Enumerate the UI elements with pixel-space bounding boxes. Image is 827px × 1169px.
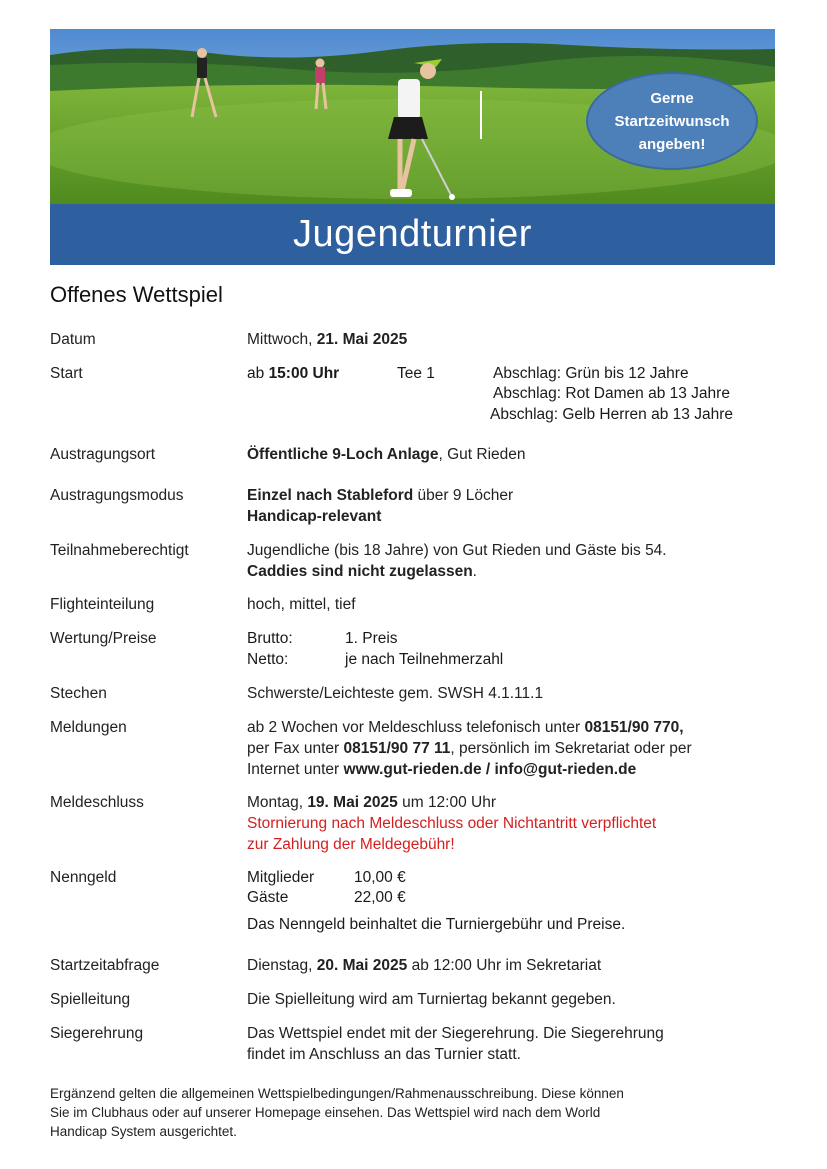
label-meldungen: Meldungen — [50, 719, 127, 736]
value-startzeitabfrage — [247, 955, 782, 976]
gaeste-label: Gäste — [247, 889, 289, 906]
value-flighteinteilung: hoch, mittel, tief — [247, 596, 356, 613]
meldungen-phone-text: ab 2 Wochen vor Meldeschluss telefonisch unter — [247, 719, 585, 736]
start-time-value: 15:00 Uhr — [268, 365, 340, 382]
abschlag-gruen: Abschlag: Grün bis 12 Jahre — [493, 365, 689, 382]
modus-handicap: Handicap-relevant — [247, 508, 382, 525]
cancellation-warning-line-1: Stornierung nach Meldeschluss oder Nichtantritt verpflichtet — [247, 815, 657, 832]
value-datum — [247, 329, 782, 350]
row-start — [50, 363, 780, 427]
cancellation-warning-line-2: zur Zahlung der Meldegebühr! — [247, 836, 455, 853]
meldungen-fax: 08151/90 77 11 — [343, 740, 451, 757]
label-austragungsort: Austragungsort — [50, 446, 156, 463]
label-austragungsmodus: Austragungsmodus — [50, 487, 184, 504]
start-time — [247, 363, 339, 384]
value-spielleitung: Die Spielleitung wird am Turniertag bekannt gegeben. — [247, 991, 616, 1008]
value-stechen: Schwerste/Leichteste gem. SWSH 4.1.11.1 — [247, 685, 544, 702]
label-datum: Datum — [50, 331, 96, 348]
label-stechen: Stechen — [50, 685, 107, 702]
teilnahme-caddies: Caddies sind nicht zugelassen — [247, 563, 473, 580]
startzeit-details: ab 12:00 Uhr im Sekretariat — [407, 957, 602, 974]
start-tee: Tee 1 — [397, 365, 435, 382]
value-austragungsort — [247, 444, 782, 465]
footer-line-3: Handicap System ausgerichtet. — [50, 1124, 237, 1139]
value-meldungen — [247, 717, 782, 780]
modus-format: Einzel nach Stableford — [247, 487, 414, 504]
badge-line-1: Gerne — [650, 89, 694, 107]
brutto-label: Brutto: — [247, 630, 293, 647]
nenngeld-note: Das Nenngeld beinhaltet die Turniergebühr und Preise. — [247, 916, 626, 933]
label-start: Start — [50, 365, 83, 382]
badge-line-3: angeben! — [638, 135, 706, 153]
abschlag-rot: Abschlag: Rot Damen ab 13 Jahre — [493, 385, 730, 402]
modus-holes: über 9 Löcher — [413, 487, 514, 504]
page-title: Jugendturnier — [293, 213, 532, 255]
meldungen-fax-text: per Fax unter — [247, 740, 344, 757]
meldungen-secretariat: , persönlich im Sekretariat oder per — [450, 740, 692, 757]
label-nenngeld: Nenngeld — [50, 869, 117, 886]
startzeit-date: 20. Mai 2025 — [316, 957, 408, 974]
meldeschluss-date: 19. Mai 2025 — [307, 794, 398, 811]
siegerehrung-line-1: Das Wettspiel endet mit der Siegerehrung. Die Siegerehrung — [247, 1025, 664, 1042]
netto-label: Netto: — [247, 651, 289, 668]
value-teilnahmeberechtigt — [247, 540, 782, 582]
startzeit-weekday: Dienstag, — [247, 957, 317, 974]
meldeschluss-time: um 12:00 Uhr — [397, 794, 497, 811]
mitglieder-fee: 10,00 € — [354, 869, 406, 886]
footer-line-1: Ergänzend gelten die allgemeinen Wettspielbedingungen/Rahmenausschreibung. Diese können — [50, 1086, 624, 1101]
meldeschluss-weekday: Montag, — [247, 794, 308, 811]
datum-weekday: Mittwoch, — [247, 331, 317, 348]
ort-club: , Gut Rieden — [438, 446, 526, 463]
label-meldeschluss: Meldeschluss — [50, 794, 144, 811]
label-siegerehrung: Siegerehrung — [50, 1025, 144, 1042]
abschlag-gelb: Abschlag: Gelb Herren ab 13 Jahre — [490, 406, 733, 423]
meldungen-internet-text: Internet unter — [247, 761, 344, 778]
netto-value: je nach Teilnehmerzahl — [345, 651, 504, 668]
title-banner — [50, 204, 775, 265]
label-wertung: Wertung/Preise — [50, 630, 157, 647]
value-meldeschluss — [247, 792, 782, 855]
brutto-value: 1. Preis — [345, 630, 398, 647]
teilnahme-line-1: Jugendliche (bis 18 Jahre) von Gut Rieden und Gäste bis 54. — [247, 542, 667, 559]
ort-name: Öffentliche 9-Loch Anlage — [247, 446, 439, 463]
footer-line-2: Sie im Clubhaus oder auf unserer Homepage einsehen. Das Wettspiel wird nach dem World — [50, 1105, 601, 1120]
start-time-request-badge — [586, 72, 758, 170]
value-siegerehrung — [247, 1023, 782, 1065]
start-prefix: ab — [247, 365, 269, 382]
label-spielleitung: Spielleitung — [50, 991, 131, 1008]
value-austragungsmodus — [247, 485, 782, 527]
row-nenngeld — [50, 867, 780, 937]
gaeste-fee: 22,00 € — [354, 889, 406, 906]
label-teilnahmeberechtigt: Teilnahmeberechtigt — [50, 542, 189, 559]
subtitle: Offenes Wettspiel — [50, 282, 223, 307]
row-wertung — [50, 628, 780, 672]
siegerehrung-line-2: findet im Anschluss an das Turnier statt. — [247, 1046, 521, 1063]
datum-date: 21. Mai 2025 — [316, 331, 408, 348]
meldungen-web-email[interactable]: www.gut-rieden.de / info@gut-rieden.de — [343, 761, 637, 778]
mitglieder-label: Mitglieder — [247, 869, 315, 886]
label-flighteinteilung: Flighteinteilung — [50, 596, 155, 613]
meldungen-phone: 08151/90 770, — [584, 719, 684, 736]
teilnahme-period: . — [472, 563, 477, 580]
footer-note — [50, 1084, 780, 1141]
label-startzeitabfrage: Startzeitabfrage — [50, 957, 160, 974]
badge-line-2: Startzeitwunsch — [614, 112, 730, 130]
